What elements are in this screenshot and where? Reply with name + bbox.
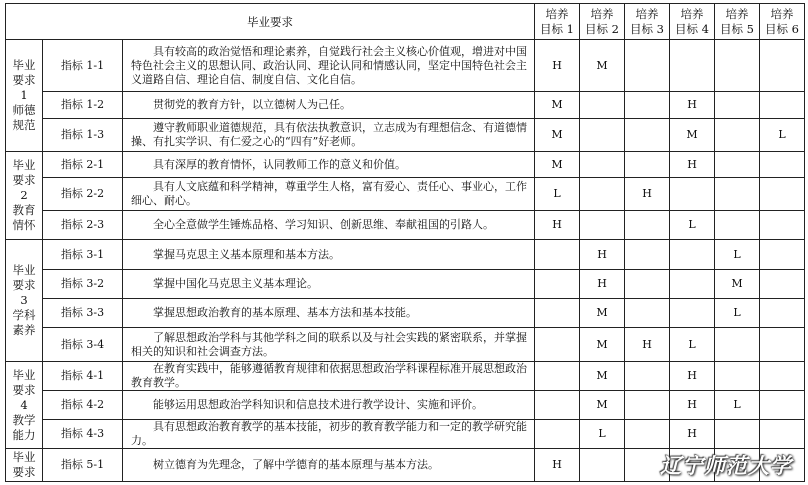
support-level-cell: L	[670, 211, 715, 240]
requirement-description-cell: 掌握中国化马克思主义基本理论。	[123, 270, 535, 299]
requirement-group-label-line: 学科	[12, 308, 36, 322]
header-objective-5: 培养 目标 5	[715, 4, 760, 40]
requirement-group-label-line: 要求	[12, 173, 36, 187]
requirement-group-label	[6, 362, 43, 449]
support-level-cell: H	[535, 449, 580, 482]
support-level-cell: H	[670, 152, 715, 178]
support-level-cell: H	[670, 391, 715, 420]
header-objective-1: 培养 目标 1	[535, 4, 580, 40]
requirement-group-label-line: 3	[20, 293, 28, 307]
support-level-cell: H	[580, 270, 625, 299]
support-level-cell	[715, 92, 760, 119]
support-level-cell: M	[670, 119, 715, 152]
support-level-cell	[760, 211, 805, 240]
support-level-cell	[715, 420, 760, 449]
requirement-description-cell: 具有人文底蕴和科学精神，尊重学生人格，富有爱心、责任心、事业心，工作细心、耐心。	[123, 178, 535, 211]
support-level-cell: M	[715, 270, 760, 299]
support-level-cell	[760, 270, 805, 299]
support-level-cell: H	[625, 178, 670, 211]
requirement-group-label	[6, 152, 43, 240]
support-level-cell: M	[580, 299, 625, 328]
support-level-cell	[670, 40, 715, 92]
header-row	[6, 4, 805, 40]
support-level-cell	[760, 391, 805, 420]
support-level-cell	[625, 420, 670, 449]
support-level-cell	[670, 270, 715, 299]
indicator-cell: 指标 1-3	[43, 119, 123, 152]
support-level-cell	[670, 299, 715, 328]
requirement-group-label-line: 能力	[12, 427, 36, 442]
indicator-cell: 指标 3-2	[43, 270, 123, 299]
support-level-cell: M	[535, 119, 580, 152]
requirement-group-label	[6, 449, 43, 482]
table-row	[6, 152, 805, 178]
table-row	[6, 119, 805, 152]
indicator-cell: 指标 5-1	[43, 449, 123, 482]
support-level-cell	[715, 119, 760, 152]
requirement-description-cell: 了解思想政治学科与其他学科之间的联系以及与社会实践的紧密联系，并掌握相关的知识和社会调查方法。	[123, 328, 535, 362]
support-level-cell	[580, 152, 625, 178]
support-level-cell: M	[580, 328, 625, 362]
support-level-cell	[760, 299, 805, 328]
support-level-cell	[760, 240, 805, 270]
header-requirement-title: 毕业要求	[6, 4, 535, 40]
support-level-cell	[760, 178, 805, 211]
requirement-description-cell: 掌握马克思主义基本原理和基本方法。	[123, 240, 535, 270]
header-objective-3: 培养 目标 3	[625, 4, 670, 40]
support-level-cell: M	[535, 92, 580, 119]
support-level-cell: L	[715, 240, 760, 270]
requirement-group-label-line: 毕业	[12, 158, 36, 172]
support-level-cell	[760, 152, 805, 178]
requirement-description-cell: 遵守教师职业道德规范，具有依法执教意识，立志成为有理想信念、有道德情操、有扎实学识、有仁爱之心的“四有”好老师。	[123, 119, 535, 152]
support-level-cell	[715, 362, 760, 391]
requirement-group-label	[6, 40, 43, 152]
requirement-group-label-line: 毕业	[12, 450, 36, 464]
indicator-cell: 指标 1-1	[43, 40, 123, 92]
support-level-cell	[535, 362, 580, 391]
indicator-cell: 指标 3-1	[43, 240, 123, 270]
requirement-group-label-line: 规范	[12, 118, 36, 132]
support-level-cell	[580, 211, 625, 240]
support-level-cell	[535, 328, 580, 362]
requirement-group-label-line: 毕业	[12, 263, 36, 277]
support-level-cell	[580, 178, 625, 211]
support-level-cell	[535, 270, 580, 299]
table-row	[6, 211, 805, 240]
support-level-cell: M	[535, 152, 580, 178]
requirement-group-label-line: 要求	[12, 278, 36, 292]
support-level-cell	[715, 178, 760, 211]
support-level-cell: L	[535, 178, 580, 211]
indicator-cell: 指标 3-3	[43, 299, 123, 328]
indicator-cell: 指标 4-1	[43, 362, 123, 391]
requirement-description-cell: 具有思想政治教育教学的基本技能，初步的教育教学能力和一定的教学研究能力。	[123, 420, 535, 449]
support-level-cell	[625, 92, 670, 119]
support-level-cell	[535, 420, 580, 449]
requirement-group-label-line: 教学	[12, 412, 36, 427]
support-level-cell	[535, 299, 580, 328]
table-row	[6, 240, 805, 270]
table-row	[6, 362, 805, 391]
support-level-cell	[625, 270, 670, 299]
support-level-cell	[625, 391, 670, 420]
support-level-cell: M	[580, 362, 625, 391]
support-level-cell	[715, 152, 760, 178]
support-level-cell	[715, 211, 760, 240]
support-level-cell	[580, 92, 625, 119]
support-level-cell	[535, 240, 580, 270]
header-objective-2: 培养 目标 2	[580, 4, 625, 40]
requirement-group-label-line: 要求	[12, 73, 36, 87]
table-row	[6, 92, 805, 119]
requirement-description-cell: 具有较高的政治觉悟和理论素养，自觉践行社会主义核心价值观，增进对中国特色社会主义的思想认同、政治认同、理论认同和情感认同，坚定中国特色社会主义道路自信、理论自信、制度自信、文化自信。	[123, 40, 535, 92]
header-objective-6: 培养 目标 6	[760, 4, 805, 40]
support-level-cell	[760, 420, 805, 449]
support-level-cell: H	[580, 240, 625, 270]
support-level-cell	[535, 391, 580, 420]
support-level-cell	[625, 40, 670, 92]
requirement-group-label-line: 要求	[12, 465, 36, 479]
support-level-cell: H	[535, 40, 580, 92]
table-row	[6, 391, 805, 420]
requirement-description-cell: 掌握思想政治教育的基本原理、基本方法和基本技能。	[123, 299, 535, 328]
requirement-description-cell: 在教育实践中，能够遵循教育规律和依据思想政治学科课程标准开展思想政治教育教学。	[123, 362, 535, 391]
indicator-cell: 指标 4-2	[43, 391, 123, 420]
requirement-group-label-line: 4	[20, 397, 28, 412]
support-level-cell: H	[670, 92, 715, 119]
support-level-cell	[625, 119, 670, 152]
support-level-cell	[580, 119, 625, 152]
support-level-cell	[625, 362, 670, 391]
indicator-cell: 指标 3-4	[43, 328, 123, 362]
support-level-cell	[625, 211, 670, 240]
support-level-cell	[580, 449, 625, 482]
support-level-cell: H	[670, 362, 715, 391]
requirement-group-label-line: 要求	[12, 382, 36, 397]
support-level-cell	[625, 152, 670, 178]
support-level-cell	[760, 40, 805, 92]
requirement-description-cell: 贯彻党的教育方针，以立德树人为己任。	[123, 92, 535, 119]
support-level-cell	[715, 40, 760, 92]
support-level-cell	[670, 178, 715, 211]
support-level-cell: M	[580, 391, 625, 420]
support-level-cell: L	[715, 391, 760, 420]
requirement-group-label-line: 教育	[12, 203, 36, 217]
support-level-cell	[670, 240, 715, 270]
support-level-cell	[625, 240, 670, 270]
requirement-description-cell: 具有深厚的教育情怀，认同教师工作的意义和价值。	[123, 152, 535, 178]
support-level-cell: L	[670, 328, 715, 362]
requirement-description-cell: 树立德育为先理念，了解中学德育的基本原理与基本方法。	[123, 449, 535, 482]
requirement-group-label-line: 师德	[12, 103, 36, 117]
support-level-cell: L	[715, 299, 760, 328]
table-row	[6, 40, 805, 92]
requirement-group-label-line: 素养	[12, 323, 36, 337]
support-level-cell: M	[580, 40, 625, 92]
support-level-cell	[625, 299, 670, 328]
indicator-cell: 指标 2-1	[43, 152, 123, 178]
support-level-cell	[760, 328, 805, 362]
support-level-cell	[760, 362, 805, 391]
table-row	[6, 178, 805, 211]
requirement-description-cell: 能够运用思想政治学科知识和信息技术进行教学设计、实施和评价。	[123, 391, 535, 420]
indicator-cell: 指标 1-2	[43, 92, 123, 119]
table-row	[6, 299, 805, 328]
support-level-cell: L	[580, 420, 625, 449]
indicator-cell: 指标 2-2	[43, 178, 123, 211]
indicator-cell: 指标 2-3	[43, 211, 123, 240]
requirement-group-label-line: 1	[20, 88, 28, 102]
support-level-cell	[715, 328, 760, 362]
table-row	[6, 328, 805, 362]
requirement-group-label	[6, 240, 43, 362]
table-row	[6, 420, 805, 449]
watermark-logo-text: 辽宁师范大学	[660, 454, 792, 478]
requirement-group-label-line: 2	[20, 188, 28, 202]
graduation-requirements-table	[5, 3, 805, 482]
indicator-cell: 指标 4-3	[43, 420, 123, 449]
requirement-group-label-line: 毕业	[12, 367, 36, 382]
support-level-cell: H	[670, 420, 715, 449]
requirement-description-cell: 全心全意做学生锤炼品格、学习知识、创新思维、奉献祖国的引路人。	[123, 211, 535, 240]
support-level-cell	[760, 92, 805, 119]
support-level-cell: L	[760, 119, 805, 152]
support-level-cell: H	[625, 328, 670, 362]
table-row	[6, 270, 805, 299]
header-objective-4: 培养 目标 4	[670, 4, 715, 40]
support-level-cell: H	[535, 211, 580, 240]
requirement-group-label-line: 毕业	[12, 58, 36, 72]
requirement-group-label-line: 情怀	[12, 218, 36, 232]
